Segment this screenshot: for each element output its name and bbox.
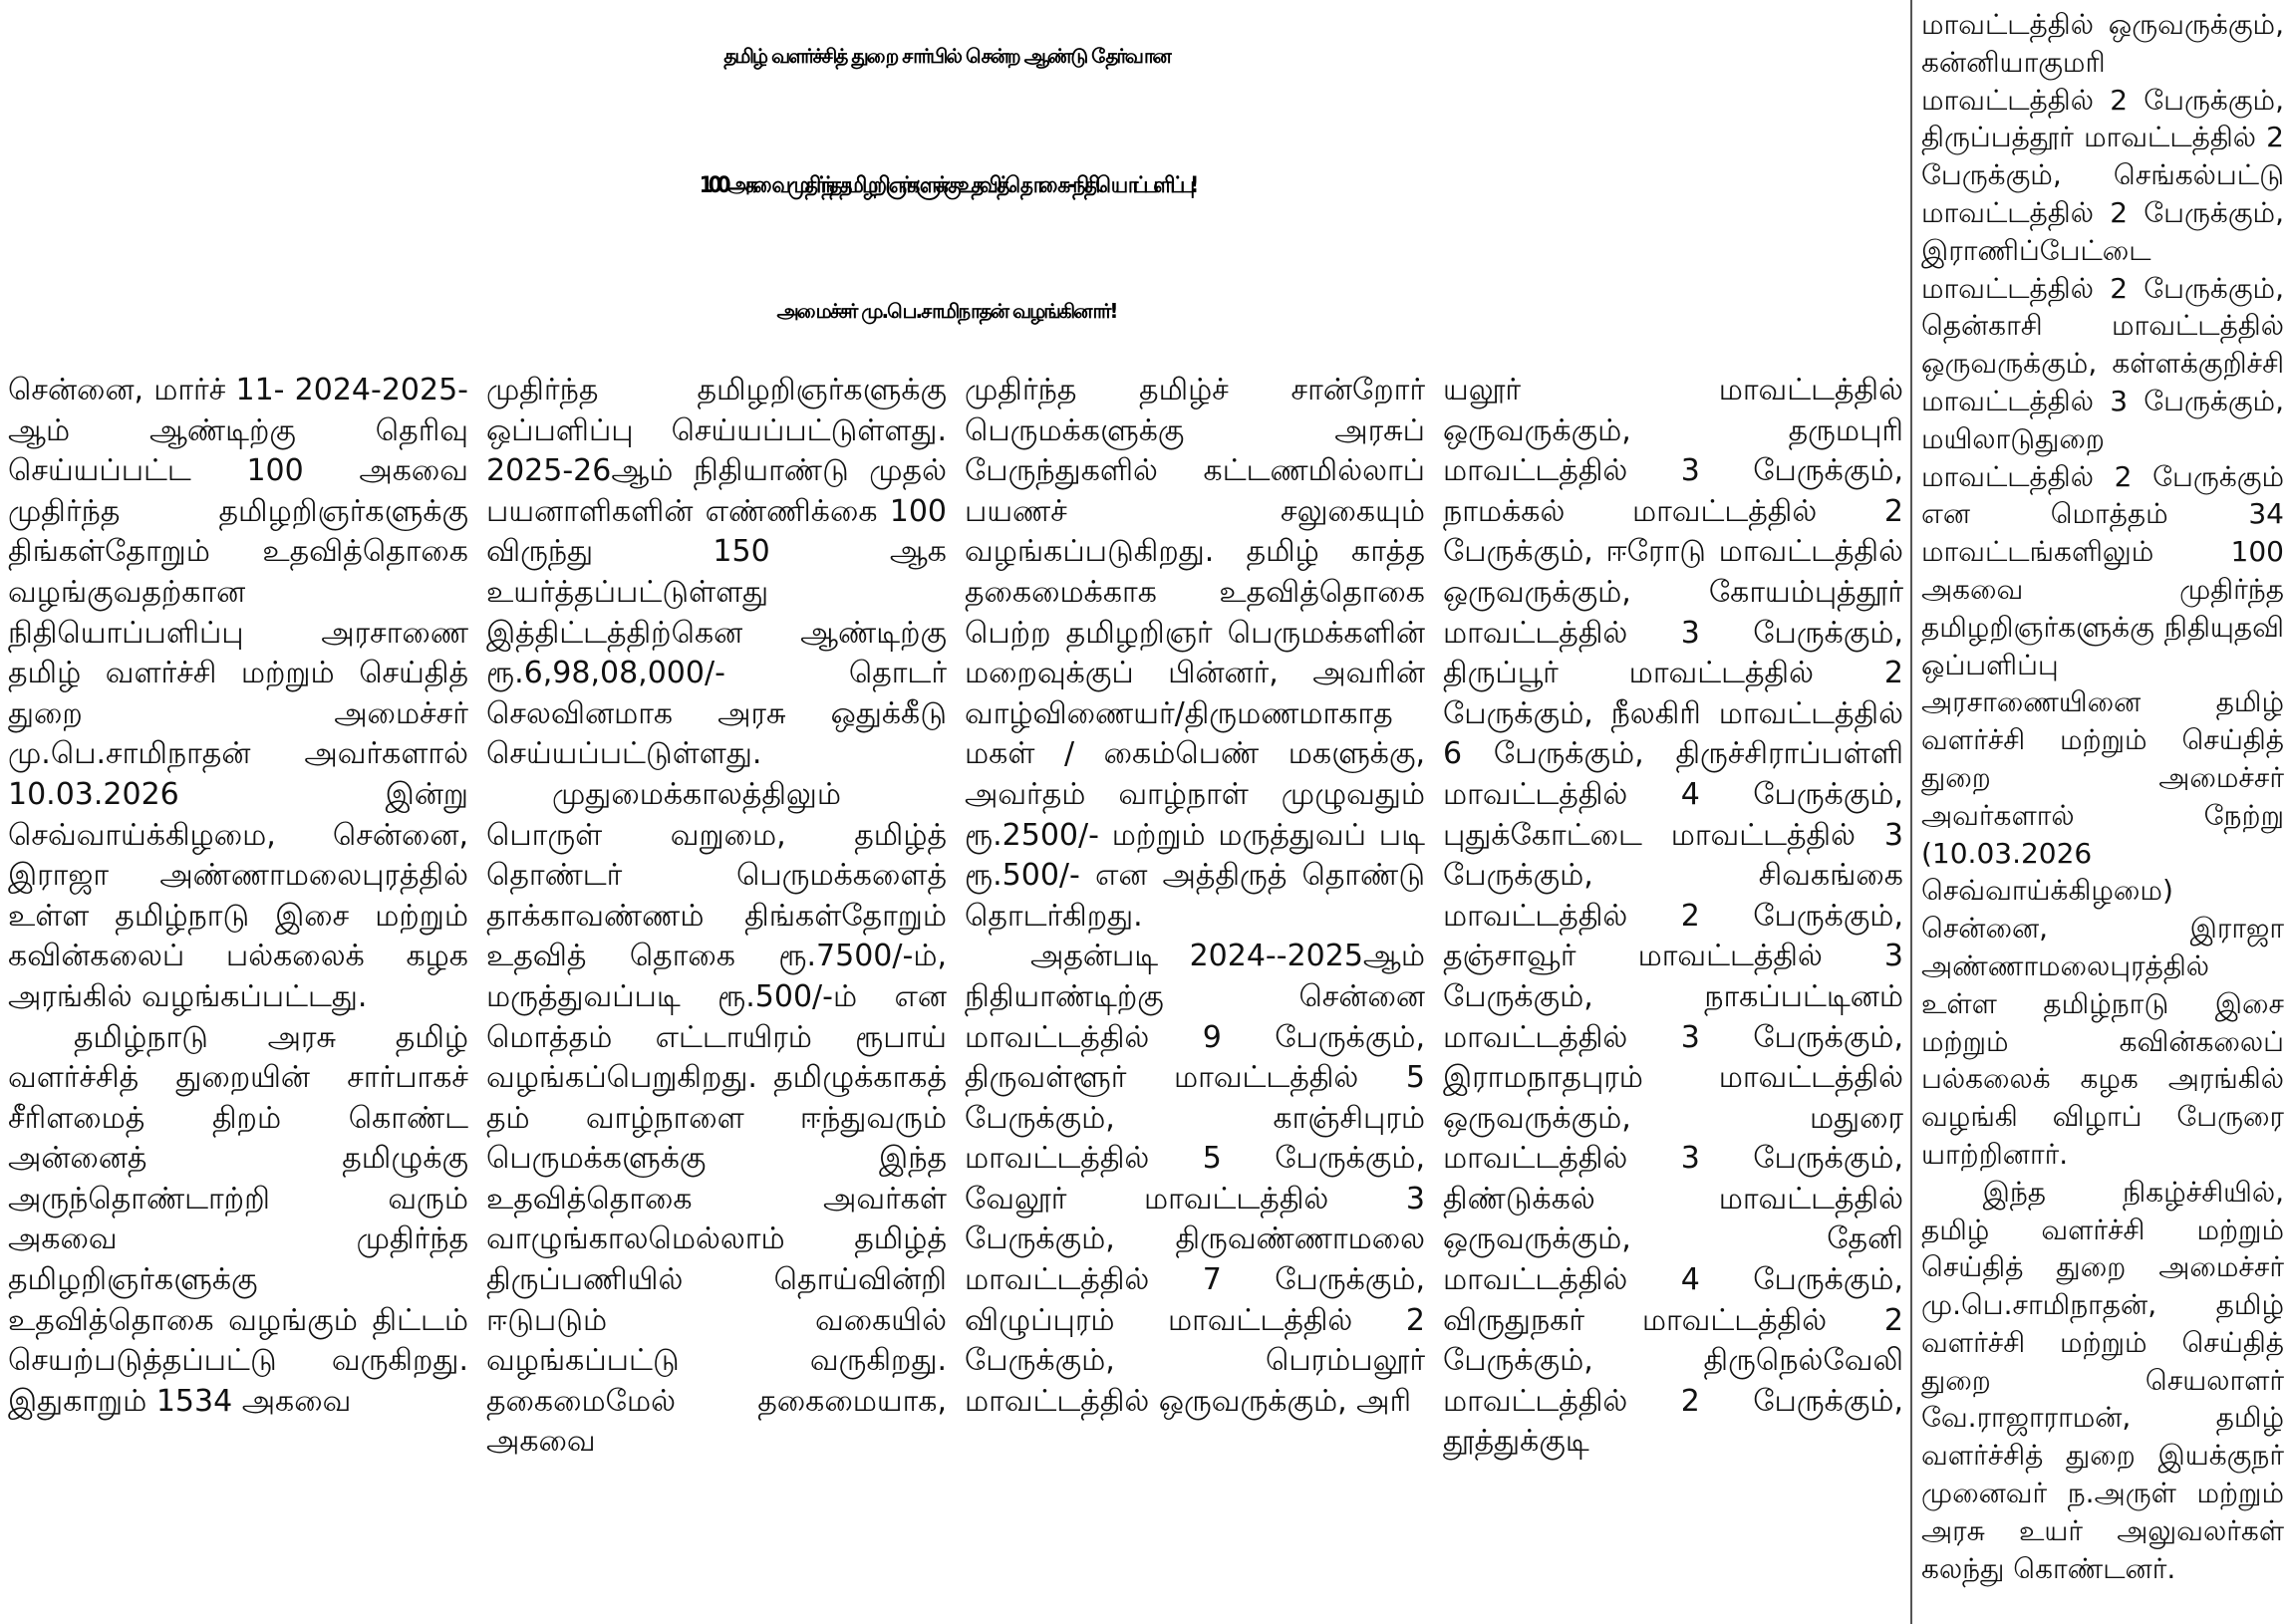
- article-paragraph: முதிர்ந்த தமிழறிஞர்களுக்கு ஒப்பளிப்பு செய்யப்பட்டுள்ளது. 2025-26ஆம் நிதியாண்டு முதல் பயனாளிகளின் எண்ணிக்கை 100 விருந்து 150 ஆக உயர்த்தப்பட்டுள்ளது இத்திட்டத்திற்கென ஆண்டிற்கு ரூ.6,98,08,000/- தொடர் செலவினமாக அரசு ஒதுக்கீடு செய்யப்பட்டுள்ளது.: [486, 373, 947, 772]
- article-paragraph: மாவட்டத்தில் ஒருவருக்கும், கன்னியாகுமரி மாவட்டத்தில் 2 பேருக்கும், திருப்பத்தூர் மாவட்டத்தில் 2 பேருக்கும், செங்கல்பட்டு மாவட்டத்தில் 2 பேருக்கும், இராணிப்பேட்டை மாவட்டத்தில் 2 பேருக்கும், தென்காசி மாவட்டத்தில் ஒருவருக்கும், கள்ளக்குறிச்சி மாவட்டத்தில் 3 பேருக்கும், மயிலாடுதுறை மாவட்டத்தில் 2 பேருக்கும் என மொத்தம் 34 மாவட்டங்களிலும் 100 அகவை முதிர்ந்த தமிழறிஞர்களுக்கு நிதியுதவி ஒப்பளிப்பு அரசாணையினை தமிழ் வளர்ச்சி மற்றும் செய்தித் துறை அமைச்சர் அவர்களால் நேற்று (10.03.2026 செவ்வாய்க்கிழமை) சென்னை, இராஜா அண்ணாமலைபுரத்தில் உள்ள தமிழ்நாடு இசை மற்றும் கவின்கலைப் பல்கலைக் கழக அரங்கில் வழங்கி விழாப் பேருரை யாற்றினார்.: [1921, 8, 2284, 1171]
- article-column-1: [8, 371, 468, 1624]
- article-column-3: [965, 371, 1425, 1624]
- headline-block: [0, 0, 1893, 384]
- article-paragraph: முதுமைக்காலத்திலும் பொருள் வறுமை, தமிழ்த் தொண்டர் பெருமக்களைத் தாக்காவண்ணம் திங்கள்தோறும் உதவித் தொகை ரூ.7500/-ம், மருத்துவப்படி ரூ.500/-ம் என மொத்தம் எட்டாயிரம் ரூபாய் வழங்கப்பெறுகிறது. தமிழுக்காகத் தம் வாழ்நாளை ஈந்துவரும் பெருமக்களுக்கு இந்த உதவித்தொகை அவர்கள் வாழுங்காலமெல்லாம் தமிழ்த் திருப்பணியில் தொய்வின்றி ஈடுபடும் வகையில் வழங்கப்பட்டு வருகிறது. தகைமைமேல் தகைமையாக, அகவை: [486, 776, 947, 1460]
- article-paragraph: அதன்படி 2024--2025ஆம் நிதியாண்டிற்கு சென்னை மாவட்டத்தில் 9 பேருக்கும், திருவள்ளூர் மாவட்டத்தில் 5 பேருக்கும், காஞ்சிபுரம் மாவட்டத்தில் 5 பேருக்கும், வேலூர் மாவட்டத்தில் 3 பேருக்கும், திருவண்ணாமலை மாவட்டத்தில் 7 பேருக்கும், விழுப்புரம் மாவட்டத்தில் 2 பேருக்கும், பெரம்பலூர் மாவட்டத்தில் ஒருவருக்கும், அரி: [965, 939, 1425, 1419]
- article-paragraph: முதிர்ந்த தமிழ்ச் சான்றோர் பெருமக்களுக்கு அரசுப் பேருந்துகளில் கட்டணமில்லாப் பயணச் சலுகையும் வழங்கப்படுகிறது. தமிழ் காத்த தகைமைக்காக உதவித்தொகை பெற்ற தமிழறிஞர் பெருமக்களின் மறைவுக்குப் பின்னர், அவரின் வாழ்விணையர்/திருமணமாகாத மகள் / கைம்பெண் மகளுக்கு, அவர்தம் வாழ்நாள் முழுவதும் ரூ.2500/- மற்றும் மருத்துவப் படி ரூ.500/- என அத்திருத் தொண்டு தொடர்கிறது.: [965, 373, 1425, 934]
- column-divider: [1910, 0, 1912, 1624]
- article-paragraph: சென்னை, மார்ச் 11- 2024-2025-ஆம் ஆண்டிற்கு தெரிவு செய்யப்பட்ட 100 அகவை முதிர்ந்த தமிழறிஞர்களுக்கு திங்கள்தோறும் உதவித்தொகை வழங்குவதற்கான நிதியொப்பளிப்பு அரசாணை தமிழ் வளர்ச்சி மற்றும் செய்தித் துறை அமைச்சர் மு.பெ.சாமிநாதன் அவர்களால் 10.03.2026 இன்று செவ்வாய்க்கிழமை, சென்னை, இராஜா அண்ணாமலைபுரத்தில் உள்ள தமிழ்நாடு இசை மற்றும் கவின்கலைப் பல்கலைக் கழக அரங்கில் வழங்கப்பட்டது.: [8, 373, 468, 1014]
- headline-line-2: 100 அகவை முதிர்ந்த தமிழறிஞர்களுக்கு உதவித்தொகை - நிதியொப்பளிப்பு!: [699, 170, 1195, 198]
- article-paragraph: இந்த நிகழ்ச்சியில், தமிழ் வளர்ச்சி மற்றும் செய்தித் துறை அமைச்சர் மு.பெ.சாமிநாதன், தமிழ் வளர்ச்சி மற்றும் செய்தித் துறை செயலாளர் வே.ராஜாராமன், தமிழ் வளர்ச்சித் துறை இயக்குநர் முனைவர் ந.அருள் மற்றும் அரசு உயர் அலுவலர்கள் கலந்து கொண்டனர்.: [1921, 1175, 2284, 1585]
- article-column-5: [1921, 6, 2284, 1624]
- article-column-2: [486, 371, 947, 1624]
- article-paragraph: தமிழ்நாடு அரசு தமிழ் வளர்ச்சித் துறையின் சார்பாகச் சீரிளமைத் திறம் கொண்ட அன்னைத் தமிழுக்கு அருந்தொண்டாற்றி வரும் அகவை முதிர்ந்த தமிழறிஞர்களுக்கு உதவித்தொகை வழங்கும் திட்டம் செயற்படுத்தப்பட்டு வருகிறது. இதுகாறும் 1534 அகவை: [8, 1019, 468, 1419]
- article-column-4: [1443, 371, 1903, 1624]
- headline-line-3: அமைச்சர் மு.பெ.சாமிநாதன் வழங்கினார்!: [776, 299, 1117, 323]
- headline-line-1: தமிழ் வளர்ச்சித் துறை சார்பில் சென்ற ஆண்டு தேர்வான: [723, 44, 1170, 68]
- article-paragraph: யலூர் மாவட்டத்தில் ஒருவருக்கும், தருமபுரி மாவட்டத்தில் 3 பேருக்கும், நாமக்கல் மாவட்டத்தில் 2 பேருக்கும், ஈரோடு மாவட்டத்தில் ஒருவருக்கும், கோயம்புத்தூர் மாவட்டத்தில் 3 பேருக்கும், திருப்பூர் மாவட்டத்தில் 2 பேருக்கும், நீலகிரி மாவட்டத்தில் 6 பேருக்கும், திருச்சிராப்பள்ளி மாவட்டத்தில் 4 பேருக்கும், புதுக்கோட்டை மாவட்டத்தில் 3 பேருக்கும், சிவகங்கை மாவட்டத்தில் 2 பேருக்கும், தஞ்சாவூர் மாவட்டத்தில் 3 பேருக்கும், நாகப்பட்டினம் மாவட்டத்தில் 3 பேருக்கும், இராமநாதபுரம் மாவட்டத்தில் ஒருவருக்கும், மதுரை மாவட்டத்தில் 3 பேருக்கும், திண்டுக்கல் மாவட்டத்தில் ஒருவருக்கும், தேனி மாவட்டத்தில் 4 பேருக்கும், விருதுநகர் மாவட்டத்தில் 2 பேருக்கும், திருநெல்வேலி மாவட்டத்தில் 2 பேருக்கும், தூத்துக்குடி: [1443, 373, 1903, 1460]
